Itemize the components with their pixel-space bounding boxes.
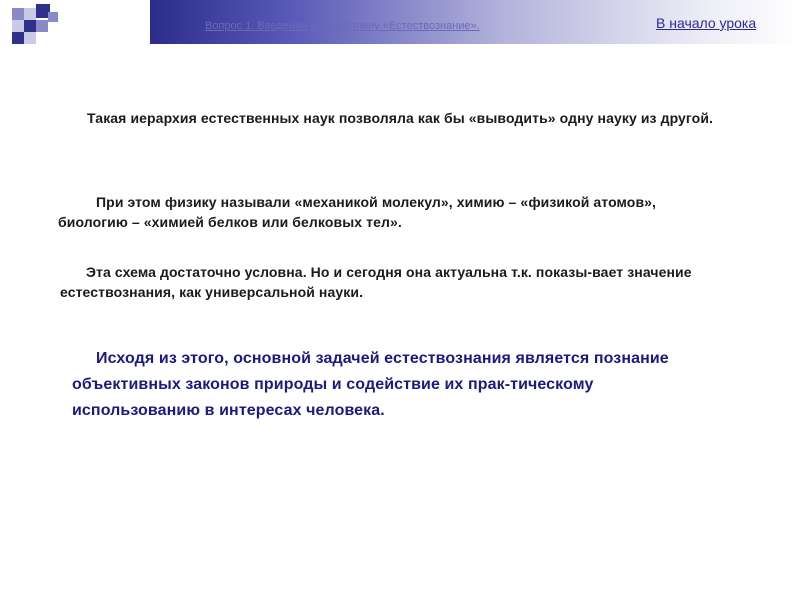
- paragraph-hierarchy: Такая иерархия естественных наук позволяла как бы «выводить» одну науку из другой.: [87, 110, 714, 126]
- decor-square: [12, 8, 24, 20]
- home-link[interactable]: В начало урока: [656, 15, 757, 31]
- paragraph-physics: При этом физику называли «механикой молекул», химию – «физикой атомов», биологию – «химией белков или белковых тел».: [58, 194, 657, 230]
- decor-square: [24, 32, 36, 44]
- decor-square: [12, 20, 24, 32]
- lesson-title-link[interactable]: Вопрос 1. Введение в дисциплину «Естествознание».: [205, 20, 480, 32]
- decor-square: [24, 20, 36, 32]
- paragraph-main-task: Исходя из этого, основной задачей естествознания является познание объективных законов природы и содействие их прак-тическому использованию в интересах человека.: [72, 350, 669, 419]
- decor-square: [48, 12, 58, 22]
- paragraph-scheme: Эта схема достаточно условна. Но и сегодня она актуальна т.к. показы-вает значение естествознания, как универсальной науки.: [60, 264, 692, 300]
- decor-square: [24, 8, 36, 20]
- decor-square: [12, 32, 24, 44]
- decor-square: [36, 20, 48, 32]
